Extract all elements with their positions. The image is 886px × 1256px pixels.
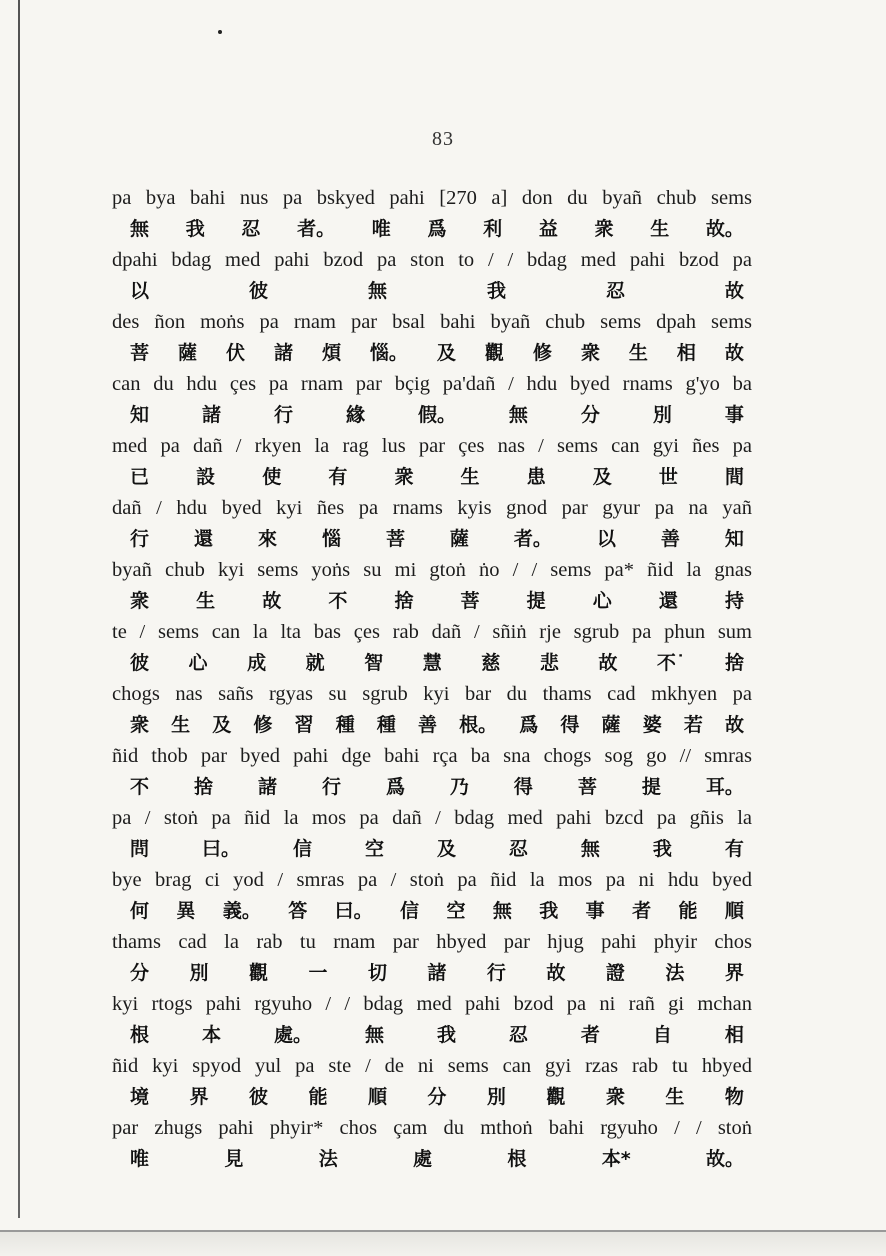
chinese-character: 諸 [427, 962, 447, 984]
chinese-character: 提 [526, 590, 546, 612]
line-pair [112, 431, 752, 493]
chinese-character: 爲 [519, 714, 539, 736]
chinese-character: 以 [596, 528, 616, 550]
chinese-character: 事 [585, 900, 605, 922]
chinese-character: 行 [130, 528, 150, 550]
chinese-text-line [112, 524, 752, 555]
chinese-character: 無 [492, 900, 512, 922]
chinese-character: 生 [171, 714, 191, 736]
chinese-character: 捨 [724, 652, 744, 674]
chinese-character: 乃 [449, 776, 469, 798]
chinese-character: 還 [658, 590, 678, 612]
line-pair [112, 803, 752, 865]
chinese-character: 故 [724, 342, 744, 364]
chinese-character: 惱 [321, 528, 341, 550]
chinese-character: 觀 [248, 962, 268, 984]
chinese-character: 能 [678, 900, 698, 922]
chinese-character: 空 [364, 838, 384, 860]
line-pair [112, 307, 752, 369]
line-pair [112, 865, 752, 927]
chinese-character: 婆 [642, 714, 662, 736]
chinese-character: 何 [130, 900, 150, 922]
chinese-character: 悲 [539, 652, 559, 674]
chinese-character: 處 [413, 1148, 433, 1170]
chinese-character: 及 [592, 466, 612, 488]
chinese-character: 衆 [605, 1086, 625, 1108]
tibetan-transliteration-line: par zhugs pahi phyir* chos çam du mthoṅ bahi rgyuho / / stoṅ [112, 1117, 752, 1139]
chinese-character: 異 [176, 900, 196, 922]
chinese-character: 修 [532, 342, 552, 364]
tibetan-transliteration-line: kyi rtogs pahi rgyuho / / bdag med pahi bzod pa ni rañ gi mchan [112, 993, 752, 1015]
tibetan-transliteration-line: pa / stoṅ pa ñid la mos pa dañ / bdag med pahi bzcd pa gñis la [112, 807, 752, 829]
chinese-character: 故 [546, 962, 566, 984]
chinese-character: 別 [652, 404, 672, 426]
line-pair [112, 927, 752, 989]
chinese-character: 薩 [601, 714, 621, 736]
chinese-text-line [112, 462, 752, 493]
chinese-text-line [112, 586, 752, 617]
chinese-character: 及 [436, 342, 456, 364]
tibetan-transliteration-line: dañ / hdu byed kyi ñes pa rnams kyis gnod par gyur pa na yañ [112, 497, 752, 519]
chinese-character: 信 [400, 900, 420, 922]
chinese-character: 我 [486, 280, 506, 302]
chinese-character: 不 [130, 776, 150, 798]
chinese-character: 空 [446, 900, 466, 922]
chinese-character: 相 [676, 342, 696, 364]
chinese-character: 我 [185, 218, 205, 240]
chinese-character: 惱。 [369, 342, 408, 364]
chinese-character: 假。 [417, 404, 456, 426]
tibetan-transliteration-line: can du hdu çes pa rnam par bçig pa'dañ / hdu byed rnams g'yo ba [112, 373, 752, 395]
chinese-character: 生 [650, 218, 670, 240]
line-pair [112, 555, 752, 617]
chinese-character: 爲 [427, 218, 447, 240]
left-margin-rule [18, 0, 20, 1218]
line-pair [112, 245, 752, 307]
chinese-character: 種 [335, 714, 355, 736]
chinese-character: 諸 [201, 404, 221, 426]
chinese-character: 者。 [297, 218, 336, 240]
chinese-character: 者 [632, 900, 652, 922]
chinese-character: 知 [724, 528, 744, 550]
chinese-character: 順 [724, 900, 744, 922]
chinese-character: 伏 [225, 342, 245, 364]
bottom-edge-shadow [0, 1232, 886, 1256]
chinese-character: 智 [364, 652, 384, 674]
chinese-character: 無 [367, 280, 387, 302]
chinese-character: 法 [318, 1148, 338, 1170]
chinese-character: 彼 [248, 280, 268, 302]
line-pair [112, 679, 752, 741]
chinese-character: 彼 [248, 1086, 268, 1108]
chinese-character: 不 [328, 590, 348, 612]
chinese-character: 忍 [605, 280, 625, 302]
chinese-text-line [112, 896, 752, 927]
chinese-character: 唯 [130, 1148, 150, 1170]
line-pair [112, 617, 752, 679]
chinese-character: 善 [660, 528, 680, 550]
chinese-character: 界 [724, 962, 744, 984]
line-pair [112, 741, 752, 803]
chinese-character: 證 [605, 962, 625, 984]
chinese-character: 故 [724, 280, 744, 302]
chinese-character: 有 [328, 466, 348, 488]
chinese-character: 諸 [273, 342, 293, 364]
chinese-character: 問 [130, 838, 150, 860]
chinese-character: 薩 [177, 342, 197, 364]
chinese-character: 心 [592, 590, 612, 612]
chinese-character: 別 [486, 1086, 506, 1108]
chinese-text-line [112, 710, 752, 741]
chinese-character: 種 [376, 714, 396, 736]
chinese-character: 無 [364, 1024, 384, 1046]
chinese-character: 者 [580, 1024, 600, 1046]
chinese-text-line [112, 1082, 752, 1113]
chinese-character: 物 [724, 1086, 744, 1108]
tibetan-transliteration-line: thams cad la rab tu rnam par hbyed par hjug pahi phyir chos [112, 931, 752, 953]
chinese-character: 唯 [371, 218, 391, 240]
chinese-character: 患 [526, 466, 546, 488]
chinese-text-line [112, 648, 752, 679]
chinese-character: 無 [130, 218, 150, 240]
chinese-character: 事 [724, 404, 744, 426]
chinese-character: 能 [308, 1086, 328, 1108]
chinese-character: 來 [257, 528, 277, 550]
chinese-character: 忍 [241, 218, 261, 240]
chinese-character: 薩 [449, 528, 469, 550]
chinese-character: 根 [130, 1024, 150, 1046]
chinese-character: 根 [507, 1148, 527, 1170]
tibetan-transliteration-line: te / sems can la lta bas çes rab dañ / sñiṅ rje sgrub pa phun sum [112, 621, 752, 643]
chinese-character: 別 [189, 962, 209, 984]
chinese-character: 煩 [321, 342, 341, 364]
tibetan-transliteration-line: dpahi bdag med pahi bzod pa ston to / / bdag med pahi bzod pa [112, 249, 752, 271]
chinese-character: 生 [665, 1086, 685, 1108]
chinese-character: 得 [513, 776, 533, 798]
chinese-character: 忍 [508, 1024, 528, 1046]
tibetan-transliteration-line: ñid thob par byed pahi dge bahi rça ba sna chogs sog go // smras [112, 745, 752, 767]
line-pair [112, 183, 752, 245]
chinese-character: 還 [193, 528, 213, 550]
chinese-character: 分 [427, 1086, 447, 1108]
tibetan-transliteration-line: des ñon moṅs pa rnam par bsal bahi byañ chub sems dpah sems [112, 311, 752, 333]
chinese-character: 故 [598, 652, 618, 674]
chinese-character: 自 [652, 1024, 672, 1046]
chinese-text-line [112, 834, 752, 865]
chinese-character: 設 [196, 466, 216, 488]
chinese-character: 我 [539, 900, 559, 922]
chinese-character: 成 [247, 652, 267, 674]
chinese-text-line [112, 400, 752, 431]
chinese-character: 觀 [546, 1086, 566, 1108]
chinese-character: 緣 [345, 404, 365, 426]
chinese-character: 順 [367, 1086, 387, 1108]
chinese-character: 生 [628, 342, 648, 364]
chinese-character: 觀 [484, 342, 504, 364]
chinese-character: 得 [560, 714, 580, 736]
chinese-character: 見 [224, 1148, 244, 1170]
chinese-character: 菩 [460, 590, 480, 612]
chinese-character: 本 [201, 1024, 221, 1046]
chinese-character: 分 [130, 962, 150, 984]
line-pair [112, 989, 752, 1051]
chinese-character: 無 [580, 838, 600, 860]
chinese-character: 故 [724, 714, 744, 736]
chinese-text-line [112, 214, 752, 245]
chinese-character: 切 [367, 962, 387, 984]
chinese-character: 一 [308, 962, 328, 984]
text-body [112, 183, 752, 1175]
speck-mark [218, 30, 222, 34]
chinese-character: 生 [460, 466, 480, 488]
chinese-character: 使 [262, 466, 282, 488]
chinese-character: 及 [212, 714, 232, 736]
chinese-character: 衆 [580, 342, 600, 364]
chinese-character: 就 [305, 652, 325, 674]
chinese-character: 彼 [130, 652, 150, 674]
chinese-text-line [112, 338, 752, 369]
chinese-character: 知 [130, 404, 150, 426]
chinese-character: 慈 [481, 652, 501, 674]
chinese-character: 故。 [705, 1148, 744, 1170]
chinese-character: 習 [294, 714, 314, 736]
chinese-character: 境 [130, 1086, 150, 1108]
chinese-character: 忍 [508, 838, 528, 860]
chinese-character: 本* [601, 1148, 631, 1170]
tibetan-transliteration-line: ñid kyi spyod yul pa ste / de ni sems can gyi rzas rab tu hbyed [112, 1055, 752, 1077]
chinese-character: 相 [724, 1024, 744, 1046]
chinese-character: 菩 [130, 342, 150, 364]
chinese-character: 提 [641, 776, 661, 798]
line-pair [112, 493, 752, 555]
chinese-character: 曰。 [334, 900, 373, 922]
chinese-character: 無 [508, 404, 528, 426]
chinese-character: 生 [196, 590, 216, 612]
chinese-character: 爲 [385, 776, 405, 798]
chinese-text-line [112, 958, 752, 989]
chinese-character: 處。 [273, 1024, 312, 1046]
page-number: 83 [432, 128, 454, 150]
chinese-character: 捨 [193, 776, 213, 798]
chinese-character: 曰。 [201, 838, 240, 860]
chinese-character: 我 [652, 838, 672, 860]
chinese-character: 信 [292, 838, 312, 860]
chinese-text-line [112, 1144, 752, 1175]
chinese-character: 衆 [130, 714, 150, 736]
chinese-character: 衆 [594, 218, 614, 240]
chinese-character: 分 [580, 404, 600, 426]
tibetan-transliteration-line: pa bya bahi nus pa bskyed pahi [270 a] don du byañ chub sems [112, 187, 752, 209]
chinese-character: 慧 [422, 652, 442, 674]
chinese-character: 故 [262, 590, 282, 612]
tibetan-transliteration-line: byañ chub kyi sems yoṅs su mi gtoṅ ṅo / / sems pa* ñid la gnas [112, 559, 752, 581]
tibetan-transliteration-line: bye brag ci yod / smras pa / stoṅ pa ñid la mos pa ni hdu byed [112, 869, 752, 891]
chinese-character: 界 [189, 1086, 209, 1108]
chinese-character: 世 [658, 466, 678, 488]
chinese-character: 義。 [222, 900, 261, 922]
chinese-text-line [112, 1020, 752, 1051]
chinese-character: 衆 [394, 466, 414, 488]
chinese-character: 以 [130, 280, 150, 302]
chinese-character: 心 [188, 652, 208, 674]
line-pair [112, 369, 752, 431]
chinese-character: 答 [288, 900, 308, 922]
chinese-character: 利 [483, 218, 503, 240]
chinese-character: 已 [130, 466, 150, 488]
chinese-character: 間 [724, 466, 744, 488]
line-pair [112, 1051, 752, 1113]
chinese-character: 不˙ [656, 652, 686, 674]
chinese-character: 耳。 [705, 776, 744, 798]
chinese-text-line [112, 276, 752, 307]
chinese-character: 菩 [577, 776, 597, 798]
chinese-character: 持 [724, 590, 744, 612]
chinese-character: 根。 [459, 714, 498, 736]
chinese-character: 法 [665, 962, 685, 984]
chinese-character: 菩 [385, 528, 405, 550]
chinese-character: 有 [724, 838, 744, 860]
chinese-character: 若 [683, 714, 703, 736]
chinese-character: 衆 [130, 590, 150, 612]
chinese-character: 修 [253, 714, 273, 736]
tibetan-transliteration-line: med pa dañ / rkyen la rag lus par çes nas / sems can gyi ñes pa [112, 435, 752, 457]
chinese-character: 行 [273, 404, 293, 426]
chinese-character: 行 [321, 776, 341, 798]
chinese-character: 故。 [705, 218, 744, 240]
chinese-character: 捨 [394, 590, 414, 612]
tibetan-transliteration-line: chogs nas sañs rgyas su sgrub kyi bar du thams cad mkhyen pa [112, 683, 752, 705]
chinese-character: 我 [436, 1024, 456, 1046]
chinese-character: 及 [436, 838, 456, 860]
chinese-character: 善 [417, 714, 437, 736]
chinese-character: 益 [538, 218, 558, 240]
chinese-character: 諸 [257, 776, 277, 798]
chinese-character: 行 [486, 962, 506, 984]
chinese-text-line [112, 772, 752, 803]
chinese-character: 者。 [513, 528, 552, 550]
line-pair [112, 1113, 752, 1175]
